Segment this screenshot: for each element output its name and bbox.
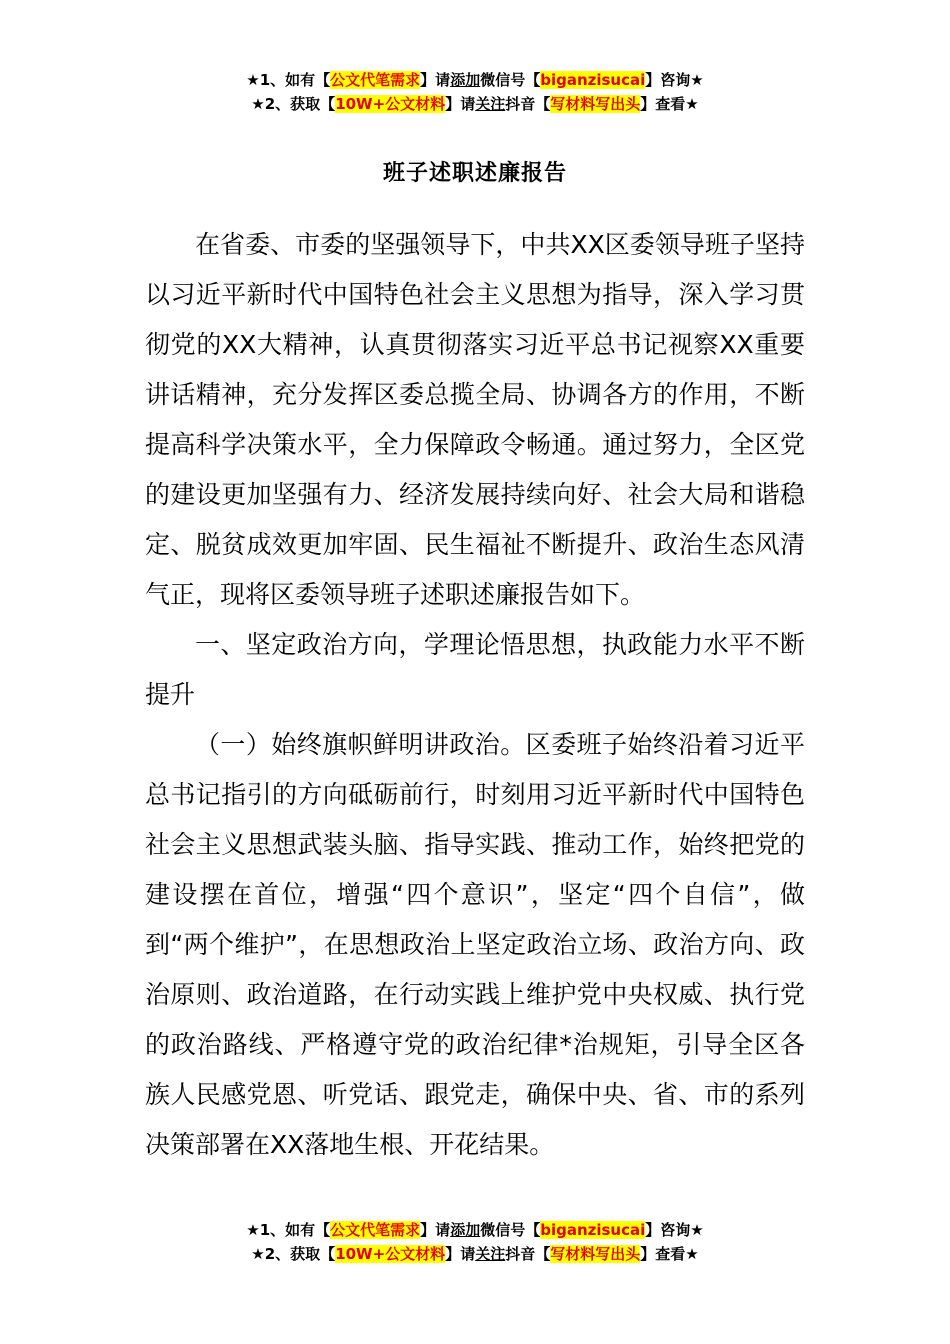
banner-text: 抖音【 xyxy=(505,1245,551,1263)
banner-text: 】请 xyxy=(420,71,451,89)
banner-text: ★2、获取【 xyxy=(251,1245,336,1263)
banner-douyin-id: 写材料写出头 xyxy=(550,1245,641,1263)
banner-line-1 xyxy=(0,68,950,92)
banner-text: ★1、如有【 xyxy=(246,1221,331,1239)
banner-douyin-id: 写材料写出头 xyxy=(550,95,641,113)
banner-highlight: 公文代笔需求 xyxy=(330,71,421,89)
document-title: 班子述职述廉报告 xyxy=(382,161,567,186)
banner-line-1 xyxy=(0,1218,950,1242)
banner-text: 】请 xyxy=(445,95,476,113)
banner-text: 微信号【 xyxy=(480,1221,541,1239)
banner-highlight: 10W+公文材料 xyxy=(335,1245,446,1263)
banner-text: 微信号【 xyxy=(480,71,541,89)
banner-highlight: 公文代笔需求 xyxy=(330,1221,421,1239)
banner-text: ★2、获取【 xyxy=(251,95,336,113)
banner-line-2 xyxy=(0,1242,950,1266)
banner-underline: 添加 xyxy=(450,71,481,89)
banner-text: 】咨询★ xyxy=(645,1221,704,1239)
paragraph-subsection-1: （一）始终旗帜鲜明讲政治。区委班子始终沿着习近平总书记指引的方向砥砺前行，时刻用习近平新时代中国特色社会主义思想武装头脑、指导实践、推动工作，始终把党的建设摆在首位，增强“四个意识”，坚定“四个自信”，做到“两个维护”，在思想政治上坚定政治立场、政治方向、政治原则、政治道路，在行动实践上维护党中央权威、执行党的政治路线、严格遵守党的政治纪律*治规矩，引导全区各族人民感党恩、听党话、跟党走，确保中央、省、市的系列决策部署在XX落地生根、开花结果。 xyxy=(145,730,805,1159)
banner-text: 】请 xyxy=(445,1245,476,1263)
banner-underline: 关注 xyxy=(475,1245,506,1263)
bottom-banner xyxy=(0,1218,950,1266)
banner-line-2 xyxy=(0,92,950,116)
banner-wechat-id: biganzisucai xyxy=(540,1221,646,1239)
banner-text: 抖音【 xyxy=(505,95,551,113)
banner-text: 】咨询★ xyxy=(645,71,704,89)
document-body xyxy=(145,220,805,1170)
banner-text: 】查看★ xyxy=(640,95,699,113)
section-heading: 一、坚定政治方向，学理论悟思想，执政能力水平不断提升 xyxy=(145,630,805,709)
banner-text: 】查看★ xyxy=(640,1245,699,1263)
banner-highlight: 10W+公文材料 xyxy=(335,95,446,113)
banner-text: 】请 xyxy=(420,1221,451,1239)
paragraph-intro: 在省委、市委的坚强领导下，中共XX区委领导班子坚持以习近平新时代中国特色社会主义思想为指导，深入学习贯彻党的XX大精神，认真贯彻落实习近平总书记视察XX重要讲话精神，充分发挥区委总揽全局、协调各方的作用，不断提高科学决策水平，全力保障政令畅通。通过努力，全区党的建设更加坚强有力、经济发展持续向好、社会大局和谐稳定、脱贫成效更加牢固、民生福祉不断提升、政治生态风清气正，现将区委领导班子述职述廉报告如下。 xyxy=(145,230,805,609)
top-banner xyxy=(0,68,950,116)
banner-text: ★1、如有【 xyxy=(246,71,331,89)
banner-underline: 关注 xyxy=(475,95,506,113)
banner-wechat-id: biganzisucai xyxy=(540,71,646,89)
banner-underline: 添加 xyxy=(450,1221,481,1239)
